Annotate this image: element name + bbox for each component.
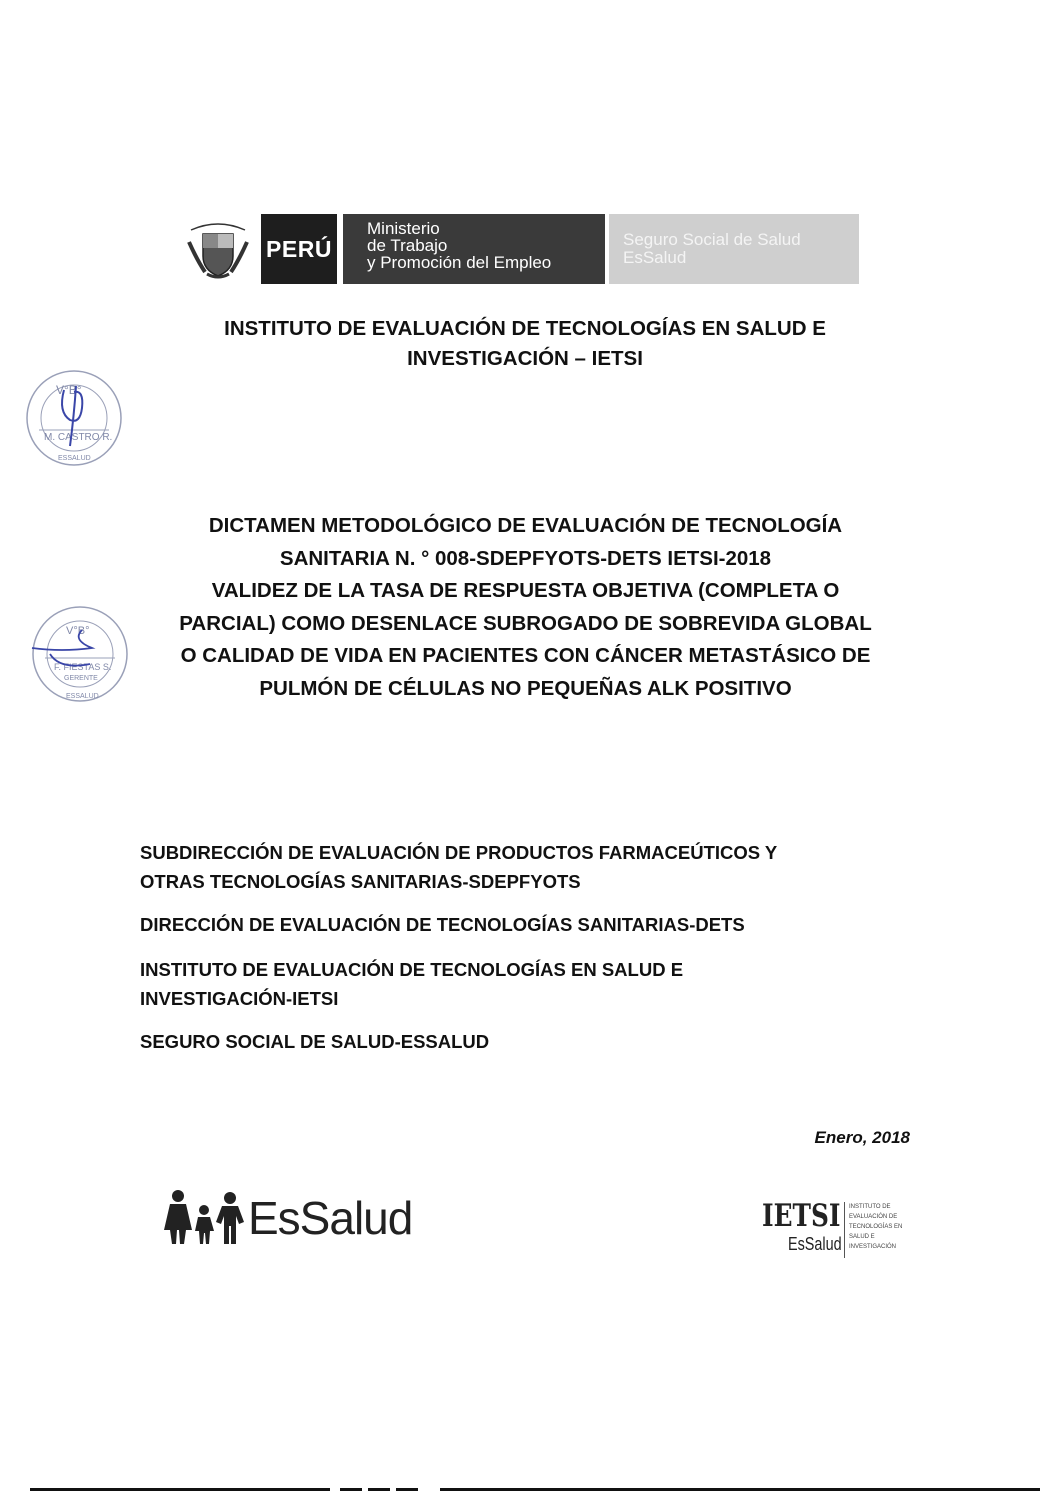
stamp-role: GERENTE bbox=[64, 675, 98, 682]
footer-rule-dash bbox=[396, 1488, 418, 1491]
footer-rule-dash bbox=[340, 1488, 362, 1491]
ietsi-divider bbox=[844, 1202, 845, 1258]
ministry-label: Ministerio de Trabajo y Promoción del Empleo bbox=[343, 214, 605, 284]
instituto-heading: INSTITUTO DE EVALUACIÓN DE TECNOLOGÍAS EN SALUD E INVESTIGACIÓN-IETSI bbox=[140, 959, 684, 1009]
dictamen-title: DICTAMEN METODOLÓGICO DE EVALUACIÓN DE TECNOLOGÍA SANITARIA N. ° 008-SDEPFYOTS-DETS IETSI-2018 VALIDEZ DE LA TASA DE RESPUESTA OBJETIVA (COMPLETA O PARCIAL) COMO DESENLACE SUBROGADO DE SOBREVIDA GLOBAL O CALIDAD DE VIDA EN PACIENTES CON CÁNCER METASTÁSICO DE PULMÓN DE CÉLULAS NO PEQUEÑAS ALK POSITIVO bbox=[179, 514, 872, 700]
header-banner bbox=[183, 214, 859, 284]
direccion-heading: DIRECCIÓN DE EVALUACIÓN DE TECNOLOGÍAS SANITARIAS-DETS bbox=[140, 914, 745, 935]
essalud-logo bbox=[160, 1186, 440, 1252]
approval-stamp-fiestas bbox=[30, 604, 130, 704]
ietsi-logo-text: IETSI bbox=[762, 1198, 841, 1234]
stamp-footer: ESSALUD bbox=[58, 455, 91, 462]
stamp-name: F. FIESTAS S. bbox=[54, 662, 112, 672]
seguro-heading: SEGURO SOCIAL DE SALUD-ESSALUD bbox=[140, 1031, 490, 1052]
essalud-logo-text: EsSalud bbox=[248, 1192, 413, 1244]
stamp-name: M. CASTRO R. bbox=[44, 432, 113, 443]
stamp-vobo: V°B° bbox=[56, 383, 82, 397]
footer-rule-dash bbox=[368, 1488, 390, 1491]
stamp-vobo: V°B° bbox=[66, 625, 90, 637]
ietsi-description: INSTITUTO DE EVALUACIÓN DE TECNOLOGÍAS EN SALUD E INVESTIGACIÓN bbox=[849, 1204, 903, 1250]
peru-label: PERÚ bbox=[261, 214, 337, 284]
ietsi-logo-subtext: EsSalud bbox=[788, 1234, 842, 1254]
footer-rule bbox=[440, 1488, 1040, 1491]
document-date: Enero, 2018 bbox=[814, 1128, 910, 1147]
institute-title: INSTITUTO DE EVALUACIÓN DE TECNOLOGÍAS EN SALUD E INVESTIGACIÓN – IETSI bbox=[224, 317, 826, 370]
approval-stamp-castro bbox=[24, 368, 124, 468]
essalud-header-label: Seguro Social de Salud EsSalud bbox=[609, 214, 859, 284]
coat-of-arms-icon bbox=[183, 216, 253, 282]
stamp-footer: ESSALUD bbox=[66, 693, 99, 700]
family-icon bbox=[160, 1188, 252, 1248]
subdireccion-heading: SUBDIRECCIÓN DE EVALUACIÓN DE PRODUCTOS FARMACEÚTICOS Y OTRAS TECNOLOGÍAS SANITARIAS-SDEPFYOTS bbox=[140, 842, 778, 892]
ietsi-logo bbox=[762, 1200, 912, 1262]
footer-rule bbox=[30, 1488, 330, 1491]
